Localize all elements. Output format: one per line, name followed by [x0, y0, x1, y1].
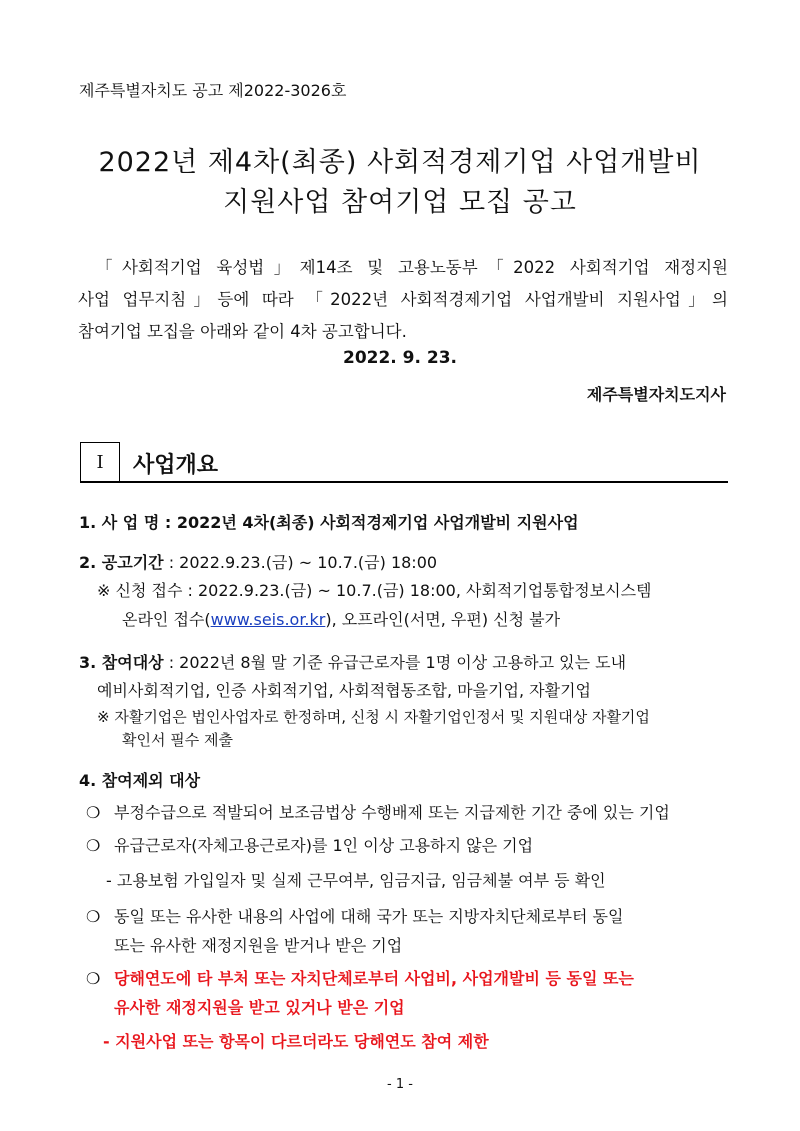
notice-number: 제주특별자치도 공고 제2022-3026호	[79, 81, 347, 100]
intro-line-1: 「사회적기업 육성법」제14조 및 고용노동부「2022 사회적기업 재정지원	[96, 258, 728, 277]
intro-paragraph	[78, 252, 728, 348]
item-3-line-2: 예비사회적기업, 인증 사회적기업, 사회적협동조합, 마을기업, 자활기업	[97, 681, 591, 700]
exclusion-1	[86, 800, 670, 823]
exclusion-3-text-1: 동일 또는 유사한 내용의 사업에 대해 국가 또는 지방자치단체로부터 동일	[114, 907, 624, 926]
item-3	[79, 650, 626, 673]
item-4-label: 4. 참여제외 대상	[79, 771, 201, 790]
bullet-icon: ❍	[86, 907, 101, 926]
title-line-2: 지원사업 참여기업 모집 공고	[223, 187, 577, 218]
exclusion-3-text-2: 또는 유사한 재정지원을 받거나 받은 기업	[114, 936, 403, 955]
item-3-number: 3.	[79, 653, 102, 672]
item-3-note-2: 확인서 필수 제출	[122, 731, 233, 749]
exclusion-2-sub: - 고용보험 가입일자 및 실제 근무여부, 임금지급, 임금체불 여부 등 확인	[106, 871, 606, 890]
bullet-icon: ❍	[86, 969, 101, 988]
bullet-icon: ❍	[86, 836, 101, 855]
section-number-box	[80, 442, 120, 482]
item-2-value: : 2022.9.23.(금) ~ 10.7.(금) 18:00	[163, 553, 438, 572]
seis-link[interactable]: www.seis.or.kr	[210, 610, 326, 629]
bullet-icon: ❍	[86, 803, 101, 822]
exclusion-2-text: 유급근로자(자체고용근로자)를 1인 이상 고용하지 않은 기업	[114, 836, 534, 855]
exclusion-1-text: 부정수급으로 적발되어 보조금법상 수행배제 또는 지급제한 기간 중에 있는 기업	[114, 803, 670, 822]
section-title: 사업개요	[133, 453, 219, 478]
item-2-note-pre: 온라인 접수(	[122, 610, 211, 629]
item-1-value: : 2022년 4차(최종) 사회적경제기업 사업개발비 지원사업	[159, 513, 579, 532]
intro-line-2: 사업 업무지침」등에 따라 「2022년 사회적경제기업 사업개발비 지원사업」의	[78, 290, 728, 309]
section-number: I	[96, 451, 104, 473]
exclusion-4-text-1: 당해연도에 타 부처 또는 자치단체로부터 사업비, 사업개발비 등 동일 또는	[114, 969, 634, 988]
page-number: - 1 -	[387, 1077, 413, 1092]
item-2-note-2	[122, 607, 560, 630]
item-3-label: 참여대상	[101, 653, 164, 672]
title-line-1: 2022년 제4차(최종) 사회적경제기업 사업개발비	[98, 147, 702, 178]
section-divider	[80, 481, 728, 483]
item-2-label: 공고기간	[101, 553, 164, 572]
exclusion-2	[86, 833, 533, 856]
exclusion-3	[86, 904, 623, 927]
item-1	[79, 510, 579, 533]
item-2-note-1: ※ 신청 접수 : 2022.9.23.(금) ~ 10.7.(금) 18:00, 사회적기업통합정보시스템	[97, 581, 652, 600]
item-3-note-1: ※ 자활기업은 법인사업자로 한정하며, 신청 시 자활기업인정서 및 지원대상 자활기업	[97, 708, 650, 726]
notice-date: 2022. 9. 23.	[342, 348, 457, 368]
exclusion-4	[86, 966, 634, 989]
item-2-note-post: ), 오프라인(서면, 우편) 신청 불가	[325, 610, 561, 629]
item-1-label: 1. 사 업 명	[79, 513, 160, 532]
intro-line-3: 참여기업 모집을 아래와 같이 4차 공고합니다.	[78, 322, 407, 341]
exclusion-4-text-2: 유사한 재정지원을 받고 있거나 받은 기업	[114, 998, 405, 1017]
item-2-number: 2.	[79, 553, 102, 572]
exclusion-4-sub: - 지원사업 또는 항목이 다르더라도 당해연도 참여 제한	[103, 1032, 489, 1051]
issuer: 제주특별자치도지사	[586, 385, 726, 404]
item-2	[79, 550, 437, 573]
item-3-value: : 2022년 8월 말 기준 유급근로자를 1명 이상 고용하고 있는 도내	[163, 653, 627, 672]
